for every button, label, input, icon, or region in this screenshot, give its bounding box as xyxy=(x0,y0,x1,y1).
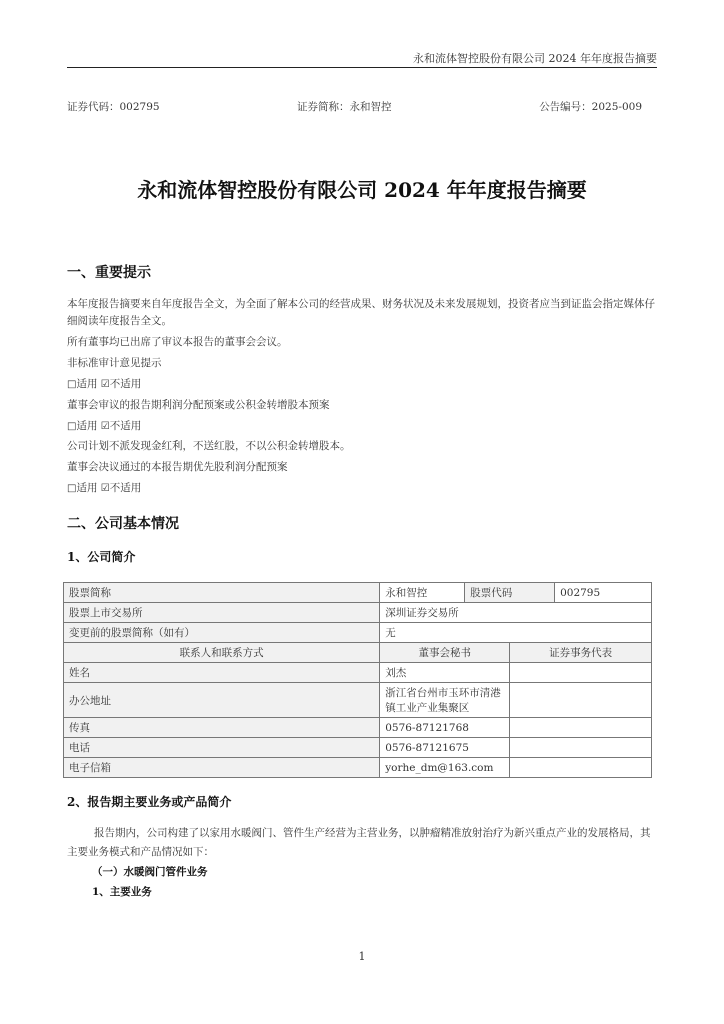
option-row-2 xyxy=(67,418,141,433)
not-applicable-label: 不适用 xyxy=(109,378,142,390)
stock-abbr-label: 股票简称 xyxy=(64,583,380,603)
page-number: 1 xyxy=(358,950,366,963)
nonstandard-audit-line: 非标准审计意见提示 xyxy=(67,357,162,369)
former-abbr-value: 无 xyxy=(380,623,652,643)
former-abbr-label: 变更前的股票简称（如有） xyxy=(64,623,380,643)
document-title: 永和流体智控股份有限公司 2024 年年度报告摘要 xyxy=(137,178,587,202)
business-overview-paragraph: 报告期内，公司构建了以家用水暖阀门、管件生产经营为主营业务，以肿瘤精准放射治疗为新兴重点产业的发展格局，其主要业务模式和产品情况如下： xyxy=(67,827,651,858)
address-line-1: 浙江省台州市玉环市清港 xyxy=(385,687,501,699)
table-row xyxy=(64,583,652,603)
rep-fax-value xyxy=(510,718,652,738)
table-row xyxy=(64,683,652,718)
email-label: 电子信箱 xyxy=(64,758,380,778)
unchecked-box-icon: □ xyxy=(67,483,77,494)
email-value: yorhe_dm@163.com xyxy=(380,758,510,778)
subheading-main-business: 2、报告期主要业务或产品简介 xyxy=(67,795,232,809)
secretary-header: 董事会秘书 xyxy=(380,643,510,663)
stock-code: 证券代码：002795 xyxy=(67,101,160,113)
rep-phone-value xyxy=(510,738,652,758)
exchange-value: 深圳证券交易所 xyxy=(380,603,652,623)
unchecked-box-icon: □ xyxy=(67,421,77,432)
checked-box-icon: ☑ xyxy=(100,379,110,390)
securities-rep-header: 证券事务代表 xyxy=(510,643,652,663)
stock-abbreviation: 证券简称：永和智控 xyxy=(297,101,392,113)
board-attendance-line: 所有董事均已出席了审议本报告的董事会会议。 xyxy=(67,336,288,348)
checked-box-icon: ☑ xyxy=(100,483,110,494)
table-row xyxy=(64,663,652,683)
fax-label: 传真 xyxy=(64,718,380,738)
stock-code-value: 002795 xyxy=(555,583,652,603)
phone-label: 电话 xyxy=(64,738,380,758)
not-applicable-label: 不适用 xyxy=(109,482,142,494)
applicable-label: 适用 xyxy=(76,378,98,390)
not-applicable-label: 不适用 xyxy=(109,420,142,432)
section-heading-company-info: 二、公司基本情况 xyxy=(67,516,179,532)
table-row xyxy=(64,643,652,663)
profit-plan-line: 董事会审议的报告期利润分配预案或公积金转增股本预案 xyxy=(67,399,330,411)
option-row-1 xyxy=(67,376,141,391)
meta-row xyxy=(67,99,642,114)
applicable-label: 适用 xyxy=(76,420,98,432)
option-row-3 xyxy=(67,480,141,495)
fax-value: 0576-87121768 xyxy=(380,718,510,738)
table-row xyxy=(64,758,652,778)
rep-email-value xyxy=(510,758,652,778)
table-row xyxy=(64,738,652,758)
address-value xyxy=(380,683,510,718)
no-dividend-line: 公司计划不派发现金红利，不送红股，不以公积金转增股本。 xyxy=(67,440,351,452)
sub-item-valves-fittings: （一）水暖阀门管件业务 xyxy=(92,866,208,878)
subheading-company-profile: 1、公司简介 xyxy=(67,550,136,564)
address-line-2: 镇工业产业集聚区 xyxy=(385,702,470,714)
unchecked-box-icon: □ xyxy=(67,379,77,390)
exchange-label: 股票上市交易所 xyxy=(64,603,380,623)
intro-paragraph: 本年度报告摘要来自年度报告全文，为全面了解本公司的经营成果、财务状况及未来发展规划，投资者应当到证监会指定媒体仔细阅读年度报告全文。 xyxy=(67,298,655,327)
table-row xyxy=(64,718,652,738)
phone-value: 0576-87121675 xyxy=(380,738,510,758)
preferred-share-line: 董事会决议通过的本报告期优先股利润分配预案 xyxy=(67,461,288,473)
header-rule xyxy=(67,67,657,68)
address-label: 办公地址 xyxy=(64,683,380,718)
table-row xyxy=(64,603,652,623)
announcement-number: 公告编号：2025-009 xyxy=(539,101,642,113)
table-row xyxy=(64,623,652,643)
section-heading-important-notes: 一、重要提示 xyxy=(67,265,151,281)
checked-box-icon: ☑ xyxy=(100,421,110,432)
name-label: 姓名 xyxy=(64,663,380,683)
running-header: 永和流体智控股份有限公司 2024 年年度报告摘要 xyxy=(413,52,657,65)
sub-item-main-business: 1、主要业务 xyxy=(92,886,152,898)
name-value: 刘杰 xyxy=(380,663,510,683)
applicable-label: 适用 xyxy=(76,482,98,494)
stock-abbr-value: 永和智控 xyxy=(380,583,465,603)
contact-header: 联系人和联系方式 xyxy=(64,643,380,663)
rep-name-value xyxy=(510,663,652,683)
company-profile-table xyxy=(63,582,652,778)
stock-code-label: 股票代码 xyxy=(465,583,555,603)
rep-address-value xyxy=(510,683,652,718)
